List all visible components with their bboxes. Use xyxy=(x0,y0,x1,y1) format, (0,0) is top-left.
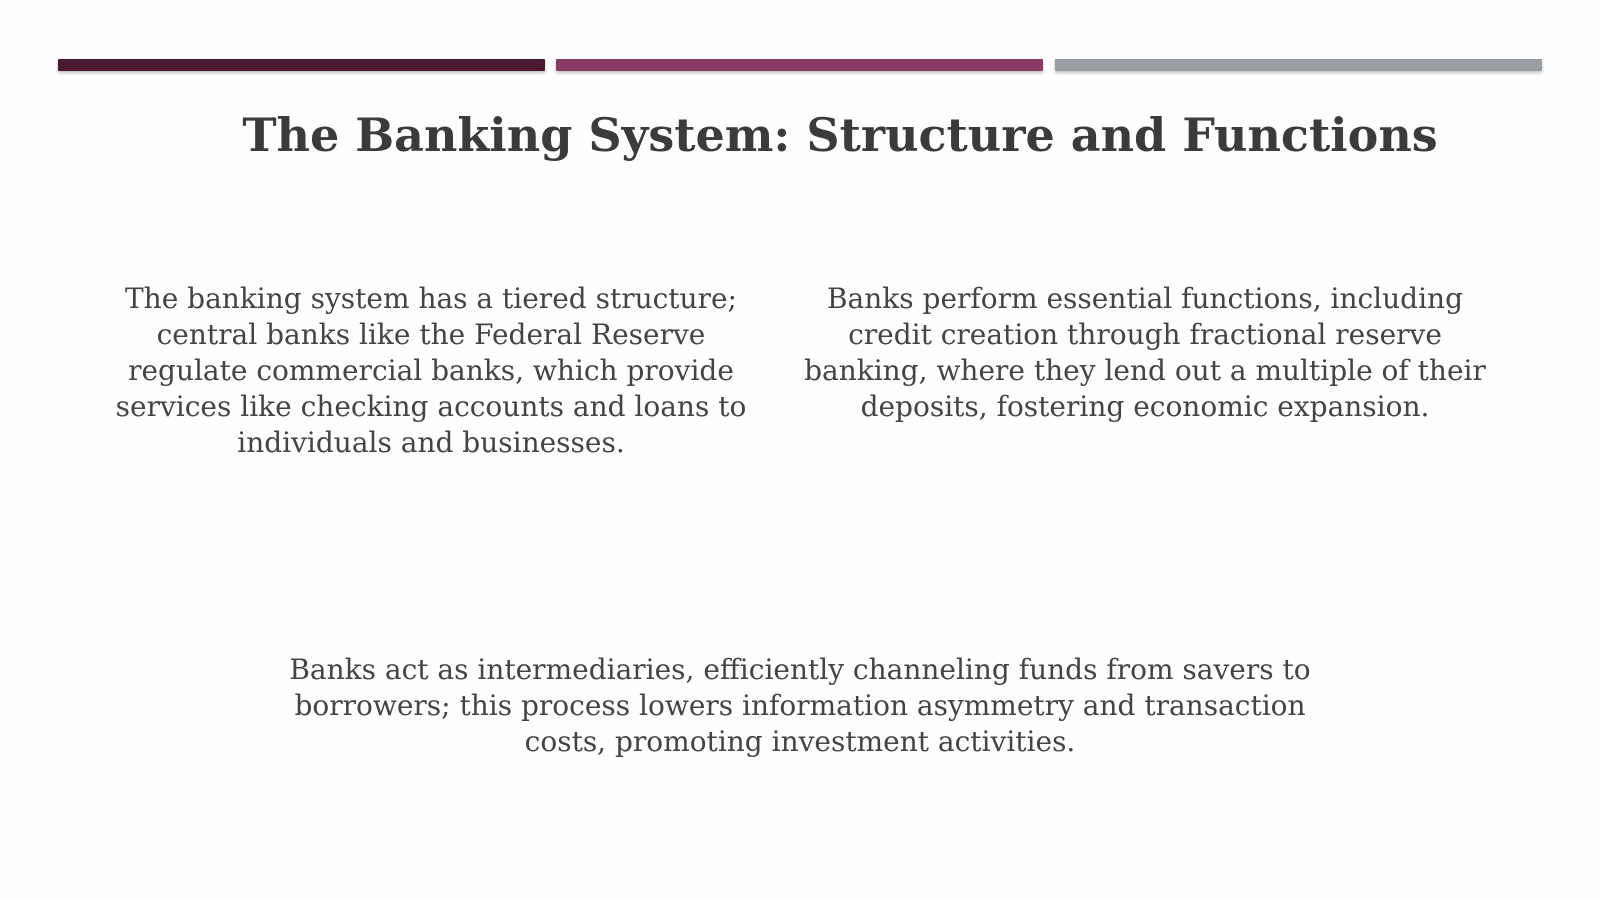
paragraph-functions: Banks perform essential functions, including credit creation through fractional reserve banking, where they lend out a multiple of their deposits, fostering economic expansion. xyxy=(804,282,1486,423)
paragraph-intermediaries: Banks act as intermediaries, efficiently channeling funds from savers to borrowers; this process lowers information asymmetry and transaction costs, promoting investment activities. xyxy=(289,653,1311,758)
accent-bar-dark xyxy=(58,59,545,71)
slide-title: The Banking System: Structure and Functions xyxy=(242,108,1438,162)
accent-bar-magenta xyxy=(556,59,1043,71)
accent-bar-gray xyxy=(1055,59,1542,71)
paragraph-structure: The banking system has a tiered structure; central banks like the Federal Reserve regulate commercial banks, which provide services like checking accounts and loans to individuals and businesses. xyxy=(115,282,747,459)
